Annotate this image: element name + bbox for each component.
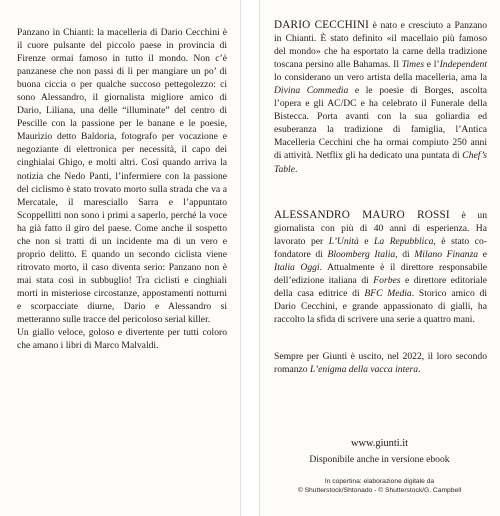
bio-italic: Milano Finanza [414,249,479,261]
bio-text: e [478,249,487,261]
bio-text: e le poesie di Borges, ascolta l’opera e gli AC/DC e ha celebrato il Funerale della Bistecca. Porta avanti con la sua goliardia ed esuberanza la tradizione di famiglia, l’Antica Macelleria Cecchini che ha ormai compiuto 250 anni di attività. Netflix gli ha dedicato una puntata di [274,85,487,162]
synopsis-closing: Un giallo veloce, goloso e divertente per tutti coloro che amano i libri di Marco Malvaldi. [17,327,227,352]
bio-italic: L’Unità [328,236,359,248]
author-name-cecchini: DARIO CECCHINI [274,19,370,31]
previous-book-note [274,350,487,376]
bio-text: . [294,163,298,175]
bio-italic: Bloomberg Italia [327,249,396,261]
bio-text: lo considerano un vero artista della macelleria, ama la [274,72,487,84]
bio-text: e l’ [424,59,440,71]
bio-italic: La Repubblica [374,236,434,248]
bio-text: , è stato co-fondatore di [274,236,487,261]
note-text: . [418,364,421,376]
publisher-website: www.giunti.it [350,438,409,449]
bio-italic: BFC Media [364,288,412,300]
bio-text: . Storico amico di Dario Cecchini, e grande appassionato di gialli, ha raccolto la sfida di scrivere una serie a quattro mani. [274,288,487,326]
bio-text: , di [395,249,415,261]
bio-text: è nato e cresciuto a Panzano in Chianti. È stato definito «il macellaio più famoso del mondo» che ha esportato la carne della tradizione toscana persino alle Bahamas. Il [274,20,487,71]
synopsis-text [17,26,227,352]
bio-italic: Divina Commedia [274,85,349,97]
ebook-availability: Disponibile anche in versione ebook [309,454,450,465]
previous-book-title: L’enigma della vacca intera [309,364,419,376]
cover-credit-line: © Shutterstock/Shtonado - © Shutterstock/G. Campbell [297,487,462,494]
cover-credit-line: In copertina: elaborazione digitale da [324,478,435,485]
bio-italic: Independent [439,59,487,71]
author-name-rossi: ALESSANDRO MAURO ROSSI [274,209,450,221]
author-bio-cecchini [274,19,487,176]
bio-italic: Times [401,59,425,71]
bio-text: . Attualmente è il direttore responsabile dell’edizione italiana di [274,262,487,287]
note-text: Sempre per Giunti è uscito, nel 2022, il loro secondo romanzo [274,351,487,376]
bio-text: è un giornalista con più di 40 anni di esperienza. Ha lavorato per [274,210,488,248]
page-gutter [241,0,259,516]
synopsis-body: Panzano in Chianti: la macelleria di Dario Cecchini è il cuore pulsante del piccolo paese in provincia di Firenze ormai famoso in tutto il mondo. Non c’è panzanese che non passi di lì per mangiare un po’ di buona ciccia o per qualche succoso pettegolezzo: ci sono Alessandro, il giornalista migliore amico di Dario, Liliana, una delle “illuminate” del centro di Pescille con la passione per le banane e le poesie, Maurizio detto Baldoria, fotografo per vocazione e negoziante di elettronica per necessità, il capo dei cinghialai Ghigo, e molti altri. Così quando arriva la notizia che Nedo Panti, l’infermiere con la passione del ciclismo è stato trovato morto sulla strada che va a Mercatale, il maresciallo Sarra e l’appuntato Scoppellitti non sono i primi a saperlo, perché la voce ha già fatto il giro del paese. Come anche il sospetto che non si tratti di un incidente ma di un vero e proprio delitto. E quando un secondo ciclista viene ritrovato morto, il caso diventa serio: Panzano non è mai stata così in subbuglio! Tra ciclisti e cinghiali morti in misteriose circostanze, appostamenti notturni e scorpacciate diurne, Dario e Alessandro si metteranno sulle tracce del pericoloso serial killer. [17,27,227,326]
bio-text: e [358,236,375,248]
bio-italic: Forbes [373,275,401,287]
author-bio-rossi [274,209,487,326]
bio-italic: Chef’s Table [274,150,487,175]
bio-italic: Italia Oggi [274,262,320,274]
bio-text: e direttore editoriale della casa editrice di [274,275,487,300]
